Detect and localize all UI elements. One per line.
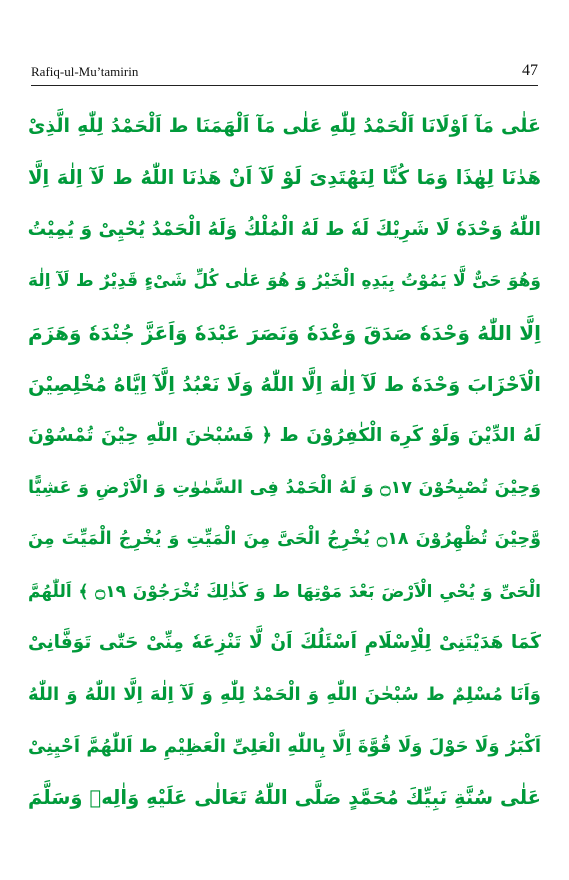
arabic-line-13: اَكْبَرُ وَلَا حَوْلَ وَلَا قُوَّةَ اِلَّا بِاللّٰهِ الْعَلِىِّ الْعَظِيْمِ ط اَللّٰهُمَّ اَحْيِنِىْ (28, 735, 541, 757)
running-title: Rafiq-ul-Mu’tamirin (31, 64, 139, 79)
header-rule (31, 85, 538, 86)
text-line (28, 514, 541, 566)
arabic-line-3: اللّٰهُ وَحْدَهٗ لَا شَرِيْكَ لَهٗ ط لَهُ الْمُلْكُ وَلَهُ الْحَمْدُ يُحْيِىْ وَ يُمِيْتُ (28, 218, 541, 240)
arabic-text-block (28, 100, 541, 824)
text-line (28, 720, 541, 772)
arabic-line-7: لَهُ الدِّيْنَ وَلَوْ كَرِهَ الْكٰفِرُوْنَ ط ﴿ فَسُبْحٰنَ اللّٰهِ حِيْنَ تُمْسُوْنَ (28, 425, 541, 447)
arabic-line-5: اِلَّا اللّٰهُ وَحْدَهٗ صَدَقَ وَعْدَهٗ وَنَصَرَ عَبْدَهٗ وَاَعَزَّ جُنْدَهٗ وَهَزَمَ (28, 320, 541, 345)
text-line (28, 255, 541, 307)
arabic-line-1: عَلٰى مَآ اَوْلَانَا اَلْحَمْدُ لِلّٰهِ عَلٰى مَآ اَلْهَمَنَا ط اَلْحَمْدُ لِلّٰهِ الَّذِىْ (28, 114, 541, 137)
text-line (28, 358, 541, 410)
page-header (31, 62, 538, 84)
text-line (28, 152, 541, 204)
arabic-line-4: وَهُوَ حَىٌّ لَّا يَمُوْتُ بِيَدِهِ الْخَيْرُ وَ هُوَ عَلٰى كُلِّ شَىْءٍ قَدِيْرٌ ط لَآ اِلٰهَ (28, 270, 541, 291)
text-line (28, 669, 541, 721)
text-line (28, 617, 541, 669)
text-line (28, 565, 541, 617)
text-line (28, 307, 541, 359)
arabic-line-11: كَمَا هَدَيْتَنِىْ لِلْاِسْلَامِ اَسْئَلُكَ اَنْ لَّا تَنْزِعَهٗ مِنِّىْ حَتّٰى تَوَفَّانِىْ (28, 632, 541, 654)
arabic-line-10: الْحَىِّ وَ يُحْىِ الْاَرْضَ بَعْدَ مَوْتِهَا ط وَ كَذٰلِكَ تُخْرَجُوْنَ ۝١٩ ﴾ اَللّٰهُمَّ (28, 581, 541, 602)
text-line (28, 203, 541, 255)
text-line (28, 772, 541, 824)
text-line (28, 410, 541, 462)
arabic-line-14: عَلٰى سُنَّةِ نَبِيِّكَ مُحَمَّدٍ صَلَّى اللّٰهُ تَعَالٰى عَلَيْهِ وَاٰلِهٖ وَسَلَّمَ (28, 786, 541, 810)
arabic-line-12: وَاَنَا مُسْلِمٌ ط سُبْحٰنَ اللّٰهِ وَ الْحَمْدُ لِلّٰهِ وَ لَآ اِلٰهَ اِلَّا اللّٰهُ وَ اللّٰهُ (28, 683, 541, 705)
arabic-line-2: هَدٰنَا لِهٰذَا وَمَا كُنَّا لِنَهْتَدِىَ لَوْ لَآ اَنْ هَدٰنَا اللّٰهُ ط لَآ اِلٰهَ اِلَّا (28, 166, 541, 190)
text-line (28, 462, 541, 514)
arabic-line-8: وَحِيْنَ تُصْبِحُوْنَ ۝١٧ وَ لَهُ الْحَمْدُ فِى السَّمٰوٰتِ وَ الْاَرْضِ وَ عَشِيًّا (28, 477, 541, 498)
arabic-line-6: الْاَحْزَابَ وَحْدَهٗ ط لَآ اِلٰهَ اِلَّا اللّٰهُ وَلَا نَعْبُدُ اِلَّآ اِيَّاهُ مُخْلِصِيْنَ (28, 372, 541, 396)
page-number: 47 (522, 62, 538, 79)
arabic-line-9: وَّحِيْنَ تُظْهِرُوْنَ ۝١٨ يُخْرِجُ الْحَىَّ مِنَ الْمَيِّتِ وَ يُخْرِجُ الْمَيِّتَ مِنَ (28, 529, 541, 550)
text-line (28, 100, 541, 152)
